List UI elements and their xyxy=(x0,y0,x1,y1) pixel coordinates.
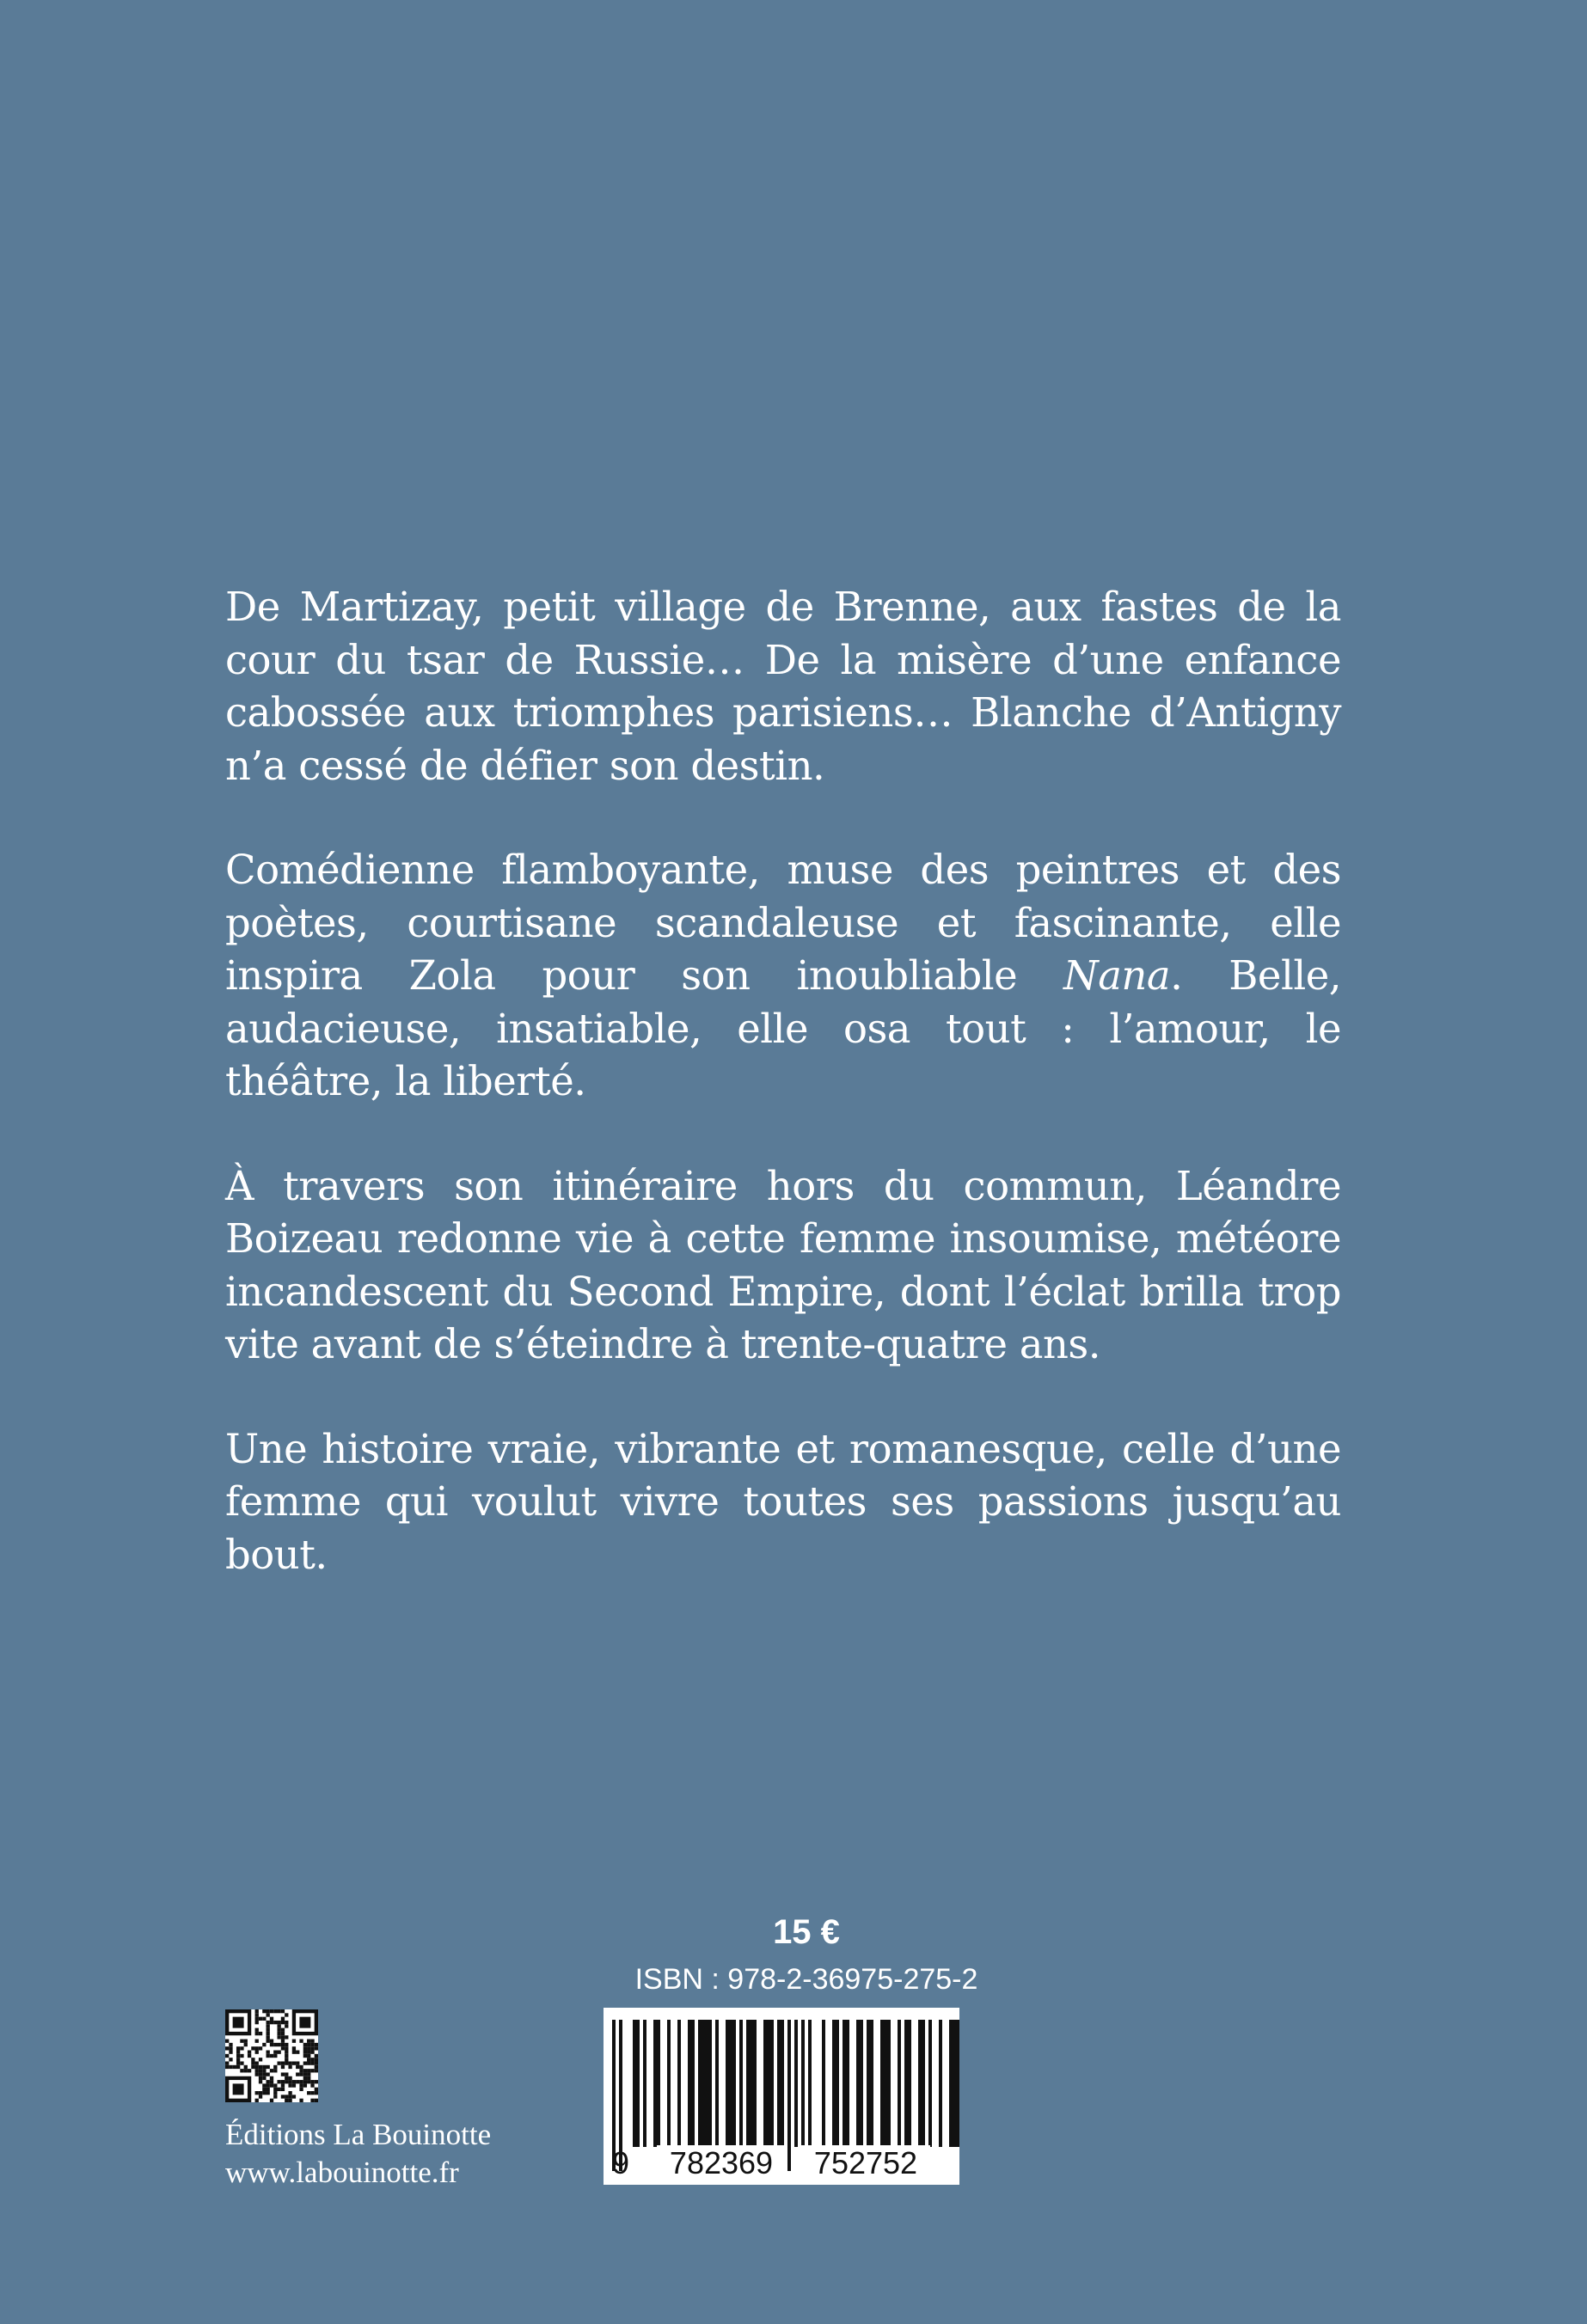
barcode-bar xyxy=(832,2020,836,2147)
qr-module xyxy=(296,2072,299,2076)
qr-module xyxy=(281,2040,285,2043)
qr-module xyxy=(277,2043,280,2046)
qr-module xyxy=(236,2065,240,2069)
qr-module xyxy=(315,2069,318,2072)
barcode-digits xyxy=(604,2145,959,2181)
qr-module xyxy=(262,2091,266,2095)
qr-module xyxy=(255,2032,259,2035)
barcode-bar xyxy=(922,2020,925,2147)
qr-module xyxy=(307,2091,310,2095)
qr-module xyxy=(259,2091,262,2095)
publisher-info xyxy=(225,2116,491,2192)
qr-module xyxy=(251,2058,254,2061)
qr-module xyxy=(307,2072,310,2076)
qr-module xyxy=(229,2046,232,2050)
qr-module xyxy=(315,2091,318,2095)
qr-module xyxy=(259,2058,262,2061)
barcode-bar xyxy=(870,2020,873,2147)
qr-module xyxy=(255,2028,259,2032)
qr-module xyxy=(255,2021,259,2024)
qr-module xyxy=(267,2032,270,2035)
qr-module xyxy=(315,2065,318,2069)
barcode-bar xyxy=(822,2020,825,2147)
qr-module xyxy=(236,2054,240,2058)
qr-module xyxy=(255,2099,259,2102)
qr-code-icon xyxy=(225,2009,318,2102)
qr-module xyxy=(262,2083,266,2087)
qr-module xyxy=(296,2061,299,2064)
barcode-bar xyxy=(843,2020,846,2147)
qr-module xyxy=(310,2091,314,2095)
qr-module xyxy=(229,2051,232,2054)
qr-module xyxy=(288,2091,291,2095)
qr-finder xyxy=(299,2017,310,2028)
qr-module xyxy=(303,2051,307,2054)
barcode-bar xyxy=(908,2020,911,2147)
qr-module xyxy=(273,2065,277,2069)
qr-module xyxy=(259,2076,262,2080)
qr-module xyxy=(310,2046,314,2050)
qr-module xyxy=(299,2088,303,2091)
qr-module xyxy=(267,2054,270,2058)
barcode-bar xyxy=(715,2020,719,2147)
qr-module xyxy=(292,2083,296,2087)
qr-module xyxy=(255,2091,259,2095)
barcode-bar xyxy=(653,2020,657,2147)
qr-module xyxy=(303,2061,307,2064)
qr-module xyxy=(315,2061,318,2064)
qr-module xyxy=(315,2080,318,2083)
barcode-bar xyxy=(801,2020,805,2147)
barcode-bar xyxy=(633,2020,636,2147)
qr-module xyxy=(310,2080,314,2083)
qr-module xyxy=(292,2051,296,2054)
qr-module xyxy=(307,2080,310,2083)
back-cover-blurb xyxy=(225,581,1341,1633)
blurb-p2-start: Comédienne flamboyante, muse des peintres et des poètes, courtisane scandaleuse et fascinante, elle inspira Zola pour son inoubliable xyxy=(225,847,1341,999)
qr-module xyxy=(292,2040,296,2043)
qr-module xyxy=(285,2054,288,2058)
qr-module xyxy=(281,2072,285,2076)
qr-module xyxy=(303,2083,307,2087)
barcode-right-group: 752752 xyxy=(801,2145,930,2181)
barcode-bar xyxy=(953,2020,956,2147)
qr-module xyxy=(236,2058,240,2061)
barcode-bar xyxy=(898,2020,901,2147)
barcode-bar xyxy=(836,2020,839,2147)
qr-module xyxy=(310,2040,314,2043)
qr-module xyxy=(303,2080,307,2083)
barcode-bar xyxy=(750,2020,753,2147)
barcode-bar xyxy=(732,2020,736,2147)
qr-module xyxy=(255,2017,259,2021)
qr-module xyxy=(285,2043,288,2046)
qr-module xyxy=(240,2046,243,2050)
qr-module xyxy=(288,2065,291,2069)
qr-module xyxy=(267,2040,270,2043)
qr-module xyxy=(273,2069,277,2072)
qr-module xyxy=(270,2021,273,2024)
qr-module xyxy=(267,2088,270,2091)
qr-module xyxy=(315,2088,318,2091)
qr-module xyxy=(307,2043,310,2046)
qr-module xyxy=(281,2021,285,2024)
qr-module xyxy=(285,2021,288,2024)
barcode-bar xyxy=(688,2020,691,2147)
qr-module xyxy=(307,2069,310,2072)
barcode-bar xyxy=(705,2020,708,2147)
blurb-paragraph-3: À travers son itinéraire hors du commun, Léandre Boizeau redonne vie à cette femme insoumise, météore incandescent du Second Empire, dont l’éclat brilla trop vite avant de s’éteindre à trente-quatre ans. xyxy=(225,1162,1341,1367)
barcode-bar xyxy=(939,2020,942,2147)
isbn-label: ISBN : 978-2-36975-275-2 xyxy=(634,1963,978,1996)
qr-module xyxy=(315,2043,318,2046)
barcode-bar xyxy=(677,2020,681,2147)
qr-module xyxy=(281,2083,285,2087)
qr-module xyxy=(259,2032,262,2035)
qr-module xyxy=(267,2024,270,2027)
barcode-bar xyxy=(643,2020,646,2147)
barcode-bar xyxy=(918,2020,922,2147)
qr-module xyxy=(307,2040,310,2043)
qr-module xyxy=(259,2017,262,2021)
qr-module xyxy=(307,2054,310,2058)
barcode-bar xyxy=(928,2020,932,2147)
qr-module xyxy=(281,2017,285,2021)
qr-module xyxy=(277,2032,280,2035)
barcode-bar xyxy=(860,2020,863,2147)
qr-module xyxy=(285,2061,288,2064)
qr-module xyxy=(299,2099,303,2102)
qr-module xyxy=(255,2061,259,2064)
qr-module xyxy=(270,2017,273,2021)
qr-module xyxy=(288,2076,291,2080)
qr-module xyxy=(285,2035,288,2039)
qr-module xyxy=(277,2009,280,2013)
qr-module xyxy=(303,2046,307,2050)
qr-module xyxy=(273,2083,277,2087)
qr-module xyxy=(288,2099,291,2102)
qr-module xyxy=(288,2080,291,2083)
qr-module xyxy=(303,2072,307,2076)
barcode-bar xyxy=(763,2020,767,2147)
qr-module xyxy=(281,2065,285,2069)
qr-module xyxy=(277,2061,280,2064)
qr-module xyxy=(248,2069,251,2072)
qr-module xyxy=(288,2083,291,2087)
barcode-bar xyxy=(708,2020,712,2147)
qr-module xyxy=(285,2080,288,2083)
barcode xyxy=(604,2008,959,2185)
qr-finder xyxy=(233,2083,244,2095)
qr-module xyxy=(273,2043,277,2046)
qr-module xyxy=(273,2088,277,2091)
qr-module xyxy=(233,2065,236,2069)
qr-module xyxy=(292,2061,296,2064)
qr-module xyxy=(285,2076,288,2080)
qr-module xyxy=(262,2043,266,2046)
qr-module xyxy=(307,2046,310,2050)
qr-module xyxy=(236,2051,240,2054)
publisher-name: Éditions La Bouinotte xyxy=(225,2118,492,2151)
qr-module xyxy=(299,2080,303,2083)
barcode-bar xyxy=(770,2020,774,2147)
qr-module xyxy=(299,2083,303,2087)
qr-module xyxy=(315,2046,318,2050)
qr-module xyxy=(299,2040,303,2043)
qr-module xyxy=(299,2065,303,2069)
qr-module xyxy=(236,2046,240,2050)
qr-module xyxy=(244,2040,248,2043)
qr-module xyxy=(240,2040,243,2043)
qr-module xyxy=(285,2095,288,2098)
qr-module xyxy=(267,2009,270,2013)
qr-module xyxy=(310,2099,314,2102)
qr-module xyxy=(267,2083,270,2087)
qr-module xyxy=(229,2043,232,2046)
qr-module xyxy=(281,2061,285,2064)
barcode-bar xyxy=(667,2020,671,2147)
qr-module xyxy=(255,2069,259,2072)
qr-module xyxy=(299,2069,303,2072)
qr-module xyxy=(267,2013,270,2016)
barcode-bar xyxy=(636,2020,640,2147)
qr-module xyxy=(267,2072,270,2076)
barcode-bar xyxy=(856,2020,860,2147)
qr-module xyxy=(307,2061,310,2064)
qr-module xyxy=(285,2024,288,2027)
barcode-bar xyxy=(808,2020,812,2147)
qr-module xyxy=(285,2099,288,2102)
qr-module xyxy=(240,2069,243,2072)
barcode-bar xyxy=(698,2020,702,2147)
qr-module xyxy=(285,2013,288,2016)
qr-module xyxy=(299,2072,303,2076)
qr-module xyxy=(255,2009,259,2013)
qr-module xyxy=(236,2061,240,2064)
qr-module xyxy=(262,2069,266,2072)
barcode-bar xyxy=(880,2020,884,2147)
qr-module xyxy=(281,2009,285,2013)
qr-module xyxy=(255,2065,259,2069)
barcode-bar xyxy=(949,2020,953,2147)
qr-module xyxy=(281,2028,285,2032)
qr-module xyxy=(270,2099,273,2102)
qr-module xyxy=(307,2058,310,2061)
qr-module xyxy=(225,2065,229,2069)
qr-module xyxy=(251,2061,254,2064)
qr-module xyxy=(262,2065,266,2069)
qr-module xyxy=(262,2009,266,2013)
qr-module xyxy=(277,2088,280,2091)
qr-module xyxy=(277,2051,280,2054)
qr-module xyxy=(285,2072,288,2076)
barcode-bar xyxy=(691,2020,695,2147)
qr-module xyxy=(244,2069,248,2072)
qr-module xyxy=(288,2061,291,2064)
qr-module xyxy=(248,2051,251,2054)
qr-module xyxy=(240,2054,243,2058)
qr-module xyxy=(277,2035,280,2039)
blurb-p2-end: . Belle, audacieuse, insatiable, elle osa tout : l’amour, le théâtre, la liberté. xyxy=(225,952,1341,1104)
qr-module xyxy=(273,2095,277,2098)
qr-module xyxy=(270,2083,273,2087)
qr-module xyxy=(255,2013,259,2016)
qr-module xyxy=(270,2080,273,2083)
qr-module xyxy=(225,2061,229,2064)
qr-module xyxy=(267,2035,270,2039)
qr-module xyxy=(310,2061,314,2064)
qr-module xyxy=(259,2069,262,2072)
qr-module xyxy=(255,2046,259,2050)
qr-module xyxy=(262,2076,266,2080)
qr-module xyxy=(259,2072,262,2076)
barcode-bar xyxy=(767,2020,770,2147)
qr-module xyxy=(281,2035,285,2039)
qr-module xyxy=(270,2076,273,2080)
qr-module xyxy=(281,2088,285,2091)
barcode-bar xyxy=(887,2020,891,2147)
blurb-paragraph-1: De Martizay, petit village de Brenne, aux fastes de la cour du tsar de Russie… De la misère d’une enfance cabossée aux triomphes parisiens… Blanche d’Antigny n’a cessé de défier son destin. xyxy=(225,584,1341,789)
qr-module xyxy=(277,2028,280,2032)
qr-module xyxy=(310,2058,314,2061)
qr-module xyxy=(251,2046,254,2050)
barcode-bar xyxy=(794,2020,798,2147)
qr-module xyxy=(270,2054,273,2058)
qr-module xyxy=(262,2017,266,2021)
qr-module xyxy=(273,2021,277,2024)
qr-module xyxy=(310,2051,314,2054)
qr-module xyxy=(315,2099,318,2102)
barcode-bar xyxy=(746,2020,750,2147)
qr-module xyxy=(267,2028,270,2032)
barcode-first-digit: 9 xyxy=(612,2145,630,2180)
qr-module xyxy=(307,2051,310,2054)
qr-module xyxy=(225,2040,229,2043)
qr-module xyxy=(285,2058,288,2061)
qr-module xyxy=(285,2051,288,2054)
barcode-bar xyxy=(956,2020,959,2147)
barcode-bar xyxy=(729,2020,732,2147)
qr-module xyxy=(285,2046,288,2050)
qr-module xyxy=(303,2043,307,2046)
qr-module xyxy=(225,2046,229,2050)
qr-module xyxy=(225,2054,229,2058)
qr-module xyxy=(315,2058,318,2061)
qr-module xyxy=(292,2095,296,2098)
qr-module xyxy=(292,2080,296,2083)
qr-module xyxy=(277,2024,280,2027)
qr-module xyxy=(281,2080,285,2083)
qr-module xyxy=(277,2080,280,2083)
qr-module xyxy=(259,2046,262,2050)
blurb-paragraph-2 xyxy=(225,844,1341,1109)
qr-module xyxy=(267,2080,270,2083)
qr-module xyxy=(259,2080,262,2083)
qr-module xyxy=(262,2072,266,2076)
price-label: 15 € xyxy=(773,1913,840,1951)
qr-module xyxy=(267,2091,270,2095)
barcode-bar xyxy=(739,2020,743,2147)
qr-module xyxy=(281,2046,285,2050)
qr-module xyxy=(244,2065,248,2069)
qr-module xyxy=(255,2051,259,2054)
book-title-nana: Nana xyxy=(1063,952,1171,999)
qr-module xyxy=(251,2065,254,2069)
qr-module xyxy=(240,2061,243,2064)
qr-module xyxy=(273,2091,277,2095)
qr-module xyxy=(267,2021,270,2024)
barcode-bar xyxy=(753,2020,757,2147)
barcode-bar xyxy=(867,2020,870,2147)
qr-module xyxy=(277,2021,280,2024)
qr-module xyxy=(281,2043,285,2046)
barcode-bar xyxy=(884,2020,887,2147)
qr-module xyxy=(296,2080,299,2083)
barcode-bar xyxy=(726,2020,729,2147)
publisher-website[interactable]: www.labouinotte.fr xyxy=(225,2156,459,2189)
qr-module xyxy=(248,2054,251,2058)
qr-module xyxy=(270,2043,273,2046)
qr-module xyxy=(307,2076,310,2080)
barcode-left-group: 782369 xyxy=(657,2145,786,2181)
qr-module xyxy=(244,2043,248,2046)
qr-module xyxy=(270,2040,273,2043)
qr-module xyxy=(288,2095,291,2098)
qr-module xyxy=(296,2065,299,2069)
qr-module xyxy=(296,2051,299,2054)
qr-module xyxy=(229,2065,232,2069)
barcode-bar xyxy=(846,2020,849,2147)
qr-module xyxy=(310,2043,314,2046)
qr-module xyxy=(259,2095,262,2098)
barcode-bar xyxy=(702,2020,705,2147)
qr-finder xyxy=(233,2017,244,2028)
qr-module xyxy=(259,2065,262,2069)
qr-module xyxy=(303,2069,307,2072)
qr-module xyxy=(281,2095,285,2098)
qr-module xyxy=(270,2009,273,2013)
qr-module xyxy=(270,2069,273,2072)
qr-module xyxy=(255,2040,259,2043)
qr-module xyxy=(292,2046,296,2050)
qr-module xyxy=(229,2058,232,2061)
qr-module xyxy=(303,2076,307,2080)
qr-module xyxy=(262,2088,266,2091)
qr-module xyxy=(310,2069,314,2072)
qr-module xyxy=(255,2072,259,2076)
qr-module xyxy=(303,2054,307,2058)
qr-module xyxy=(267,2065,270,2069)
qr-module xyxy=(267,2051,270,2054)
qr-module xyxy=(281,2032,285,2035)
qr-module xyxy=(273,2051,277,2054)
qr-module xyxy=(310,2083,314,2087)
qr-module xyxy=(315,2054,318,2058)
barcode-bar xyxy=(904,2020,908,2147)
qr-module xyxy=(273,2054,277,2058)
barcode-bar xyxy=(657,2020,660,2147)
blurb-paragraph-4: Une histoire vraie, vibrante et romanesque, celle d’une femme qui voulut vivre toutes ses passions jusqu’au bout. xyxy=(225,1425,1341,1578)
qr-module xyxy=(273,2009,277,2013)
